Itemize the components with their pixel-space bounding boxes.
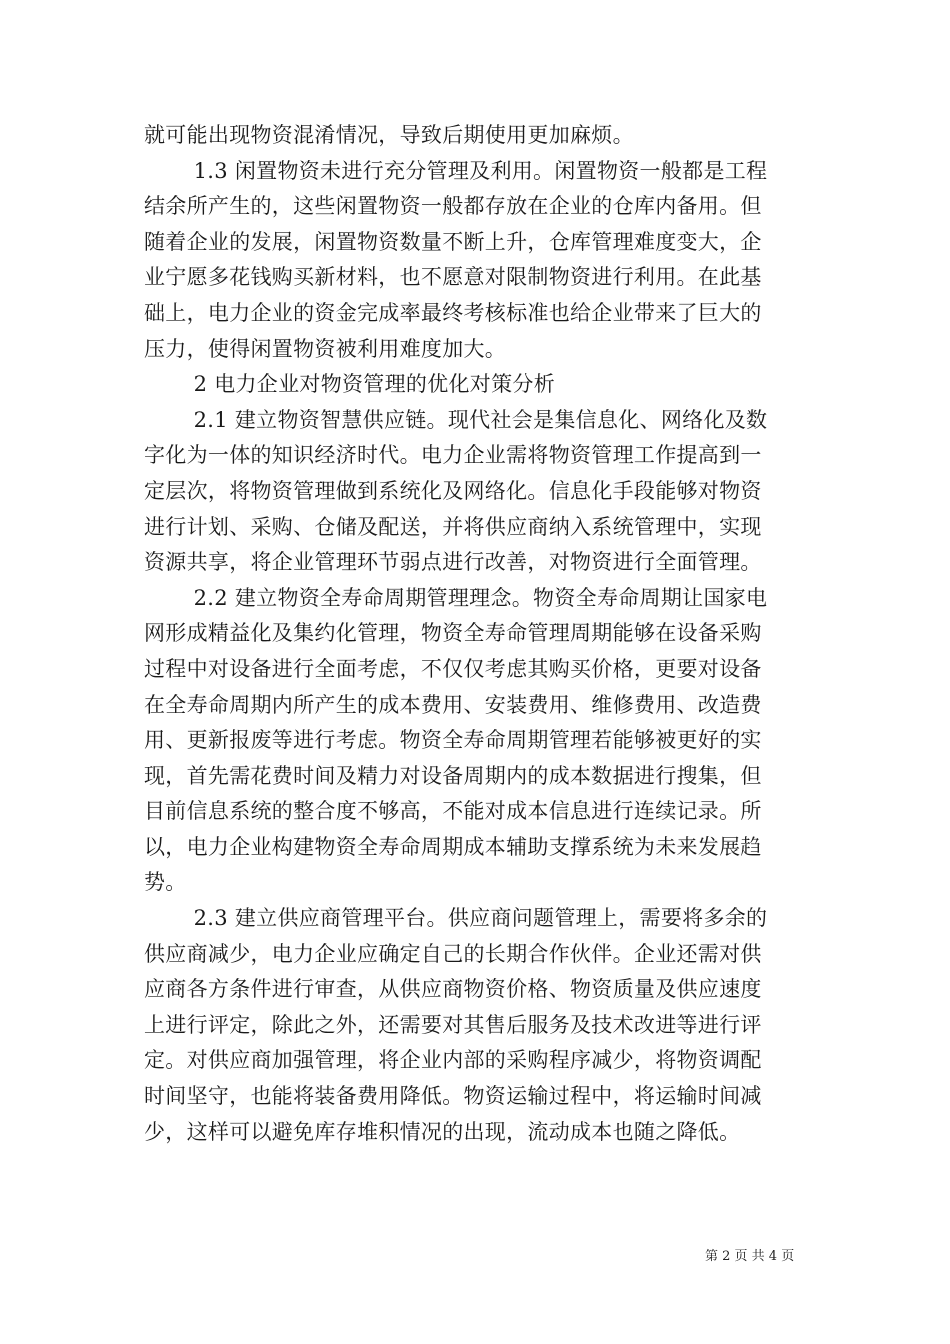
text-line: 资源共享，将企业管理环节弱点进行改善，对物资进行全面管理。 (144, 550, 762, 575)
text-line: 过程中对设备进行全面考虑，不仅仅考虑其购买价格，更要对设备 (144, 656, 762, 681)
text-line: 现，首先需花费时间及精力对设备周期内的成本数据进行搜集，但 (144, 763, 762, 788)
text-line: 压力，使得闲置物资被利用难度加大。 (144, 336, 507, 361)
page-number-footer: 第 2 页 共 4 页 (705, 1249, 795, 1264)
text-line: 势。 (144, 870, 187, 895)
text-line: 随着企业的发展，闲置物资数量不断上升，仓库管理难度变大，企 (144, 229, 762, 254)
text-line: 业宁愿多花钱购买新材料，也不愿意对限制物资进行利用。在此基 (144, 265, 762, 290)
text-line: 应商各方条件进行审查，从供应商物资价格、物资质量及供应速度 (144, 977, 762, 1002)
text-line: 结余所产生的，这些闲置物资一般都存放在企业的仓库内备用。但 (144, 194, 762, 219)
text-line: 进行计划、采购、仓储及配送，并将供应商纳入系统管理中，实现 (144, 514, 762, 539)
text-line: 少，这样可以避免库存堆积情况的出现，流动成本也随之降低。 (144, 1119, 741, 1144)
text-line: 2.1 建立物资智慧供应链。现代社会是集信息化、网络化及数 (144, 407, 768, 432)
text-line: 1.3 闲置物资未进行充分管理及利用。闲置物资一般都是工程 (144, 158, 768, 183)
text-line: 础上，电力企业的资金完成率最终考核标准也给企业带来了巨大的 (144, 300, 762, 325)
text-line: 定层次，将物资管理做到系统化及网络化。信息化手段能够对物资 (144, 478, 762, 503)
text-line: 在全寿命周期内所产生的成本费用、安装费用、维修费用、改造费 (144, 692, 762, 717)
text-line: 字化为一体的知识经济时代。电力企业需将物资管理工作提高到一 (144, 443, 762, 468)
text-line: 定。对供应商加强管理，将企业内部的采购程序减少，将物资调配 (144, 1048, 762, 1073)
text-line: 供应商减少，电力企业应确定自己的长期合作伙伴。企业还需对供 (144, 941, 762, 966)
text-line: 用、更新报废等进行考虑。物资全寿命周期管理若能够被更好的实 (144, 728, 762, 753)
section-heading: 2 电力企业对物资管理的优化对策分析 (144, 372, 556, 397)
text-line: 时间坚守，也能将装备费用降低。物资运输过程中，将运输时间减 (144, 1084, 762, 1109)
text-line: 目前信息系统的整合度不够高，不能对成本信息进行连续记录。所 (144, 799, 762, 824)
text-line: 就可能出现物资混淆情况，导致后期使用更加麻烦。 (144, 123, 634, 147)
text-line: 2.3 建立供应商管理平台。供应商问题管理上，需要将多余的 (144, 906, 768, 931)
text-line: 上进行评定，除此之外，还需要对其售后服务及技术改进等进行评 (144, 1012, 762, 1037)
text-line: 以，电力企业构建物资全寿命周期成本辅助支撑系统为未来发展趋 (144, 834, 762, 859)
body-text (144, 118, 810, 1150)
text-line: 2.2 建立物资全寿命周期管理理念。物资全寿命周期让国家电 (144, 585, 768, 610)
text-line: 网形成精益化及集约化管理，物资全寿命管理周期能够在设备采购 (144, 621, 762, 646)
